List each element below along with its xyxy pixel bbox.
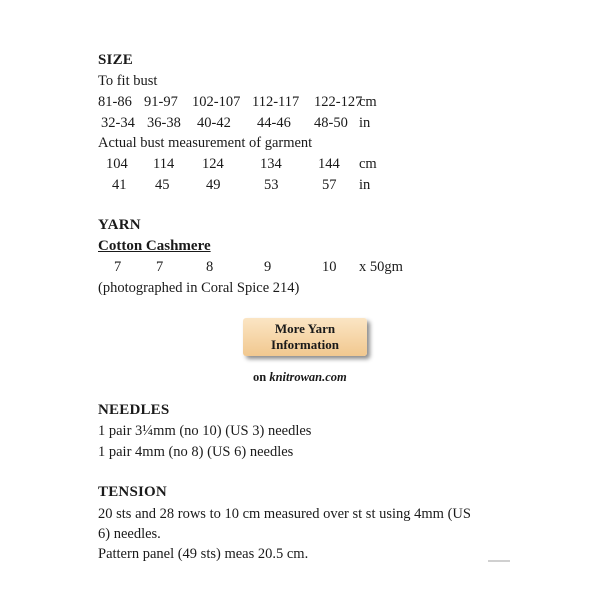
- divider: [488, 560, 510, 562]
- needles-line-1: 1 pair 3¼mm (no 10) (US 3) needles: [98, 423, 312, 439]
- website-line: [253, 370, 347, 385]
- button-line-1: More Yarn: [274, 321, 336, 336]
- quantity-cell: 9: [264, 259, 272, 275]
- unit-label: cm: [359, 156, 377, 172]
- size-cell: 134: [260, 156, 282, 172]
- button-line-2: Information: [271, 337, 339, 352]
- size-cell: 57: [322, 177, 337, 193]
- size-cell: 41: [112, 177, 127, 193]
- tension-heading: TENSION: [98, 484, 167, 500]
- quantity-cell: 10: [322, 259, 337, 275]
- unit-label: x 50gm: [359, 259, 403, 275]
- tension-line-2: 6) needles.: [98, 526, 161, 542]
- tension-line-3: Pattern panel (49 sts) meas 20.5 cm.: [98, 546, 309, 562]
- size-cell: 114: [153, 156, 175, 172]
- on-text: on: [253, 370, 267, 384]
- yarn-heading: YARN: [98, 217, 141, 233]
- more-yarn-info-button[interactable]: [243, 318, 367, 356]
- size-cell: 44-46: [257, 115, 291, 131]
- size-cell: 102-107: [192, 94, 241, 110]
- size-cell: 144: [318, 156, 340, 172]
- tension-line-1: 20 sts and 28 rows to 10 cm measured over st st using 4mm (US: [98, 506, 471, 522]
- size-cell: 91-97: [144, 94, 178, 110]
- fit-bust-label: To fit bust: [98, 73, 158, 89]
- size-cell: 104: [106, 156, 128, 172]
- size-cell: 40-42: [197, 115, 231, 131]
- actual-bust-label: Actual bust measurement of garment: [98, 135, 313, 151]
- needles-heading: NEEDLES: [98, 402, 170, 418]
- needles-line-2: 1 pair 4mm (no 8) (US 6) needles: [98, 444, 294, 460]
- size-cell: 122-127: [314, 94, 363, 110]
- quantity-cell: 7: [156, 259, 164, 275]
- unit-label: in: [359, 115, 371, 131]
- size-cell: 45: [155, 177, 170, 193]
- yarn-note: (photographed in Coral Spice 214): [98, 280, 300, 296]
- quantity-cell: 8: [206, 259, 214, 275]
- website-link[interactable]: knitrowan.com: [269, 370, 347, 384]
- size-cell: 32-34: [101, 115, 135, 131]
- size-cell: 49: [206, 177, 221, 193]
- unit-label: in: [359, 177, 371, 193]
- quantity-cell: 7: [114, 259, 122, 275]
- yarn-name: Cotton Cashmere: [98, 238, 211, 254]
- size-heading: SIZE: [98, 52, 133, 68]
- size-cell: 112-117: [252, 94, 300, 110]
- unit-label: cm: [359, 94, 377, 110]
- size-cell: 36-38: [147, 115, 181, 131]
- size-cell: 81-86: [98, 94, 132, 110]
- size-cell: 48-50: [314, 115, 348, 131]
- size-cell: 53: [264, 177, 279, 193]
- size-cell: 124: [202, 156, 224, 172]
